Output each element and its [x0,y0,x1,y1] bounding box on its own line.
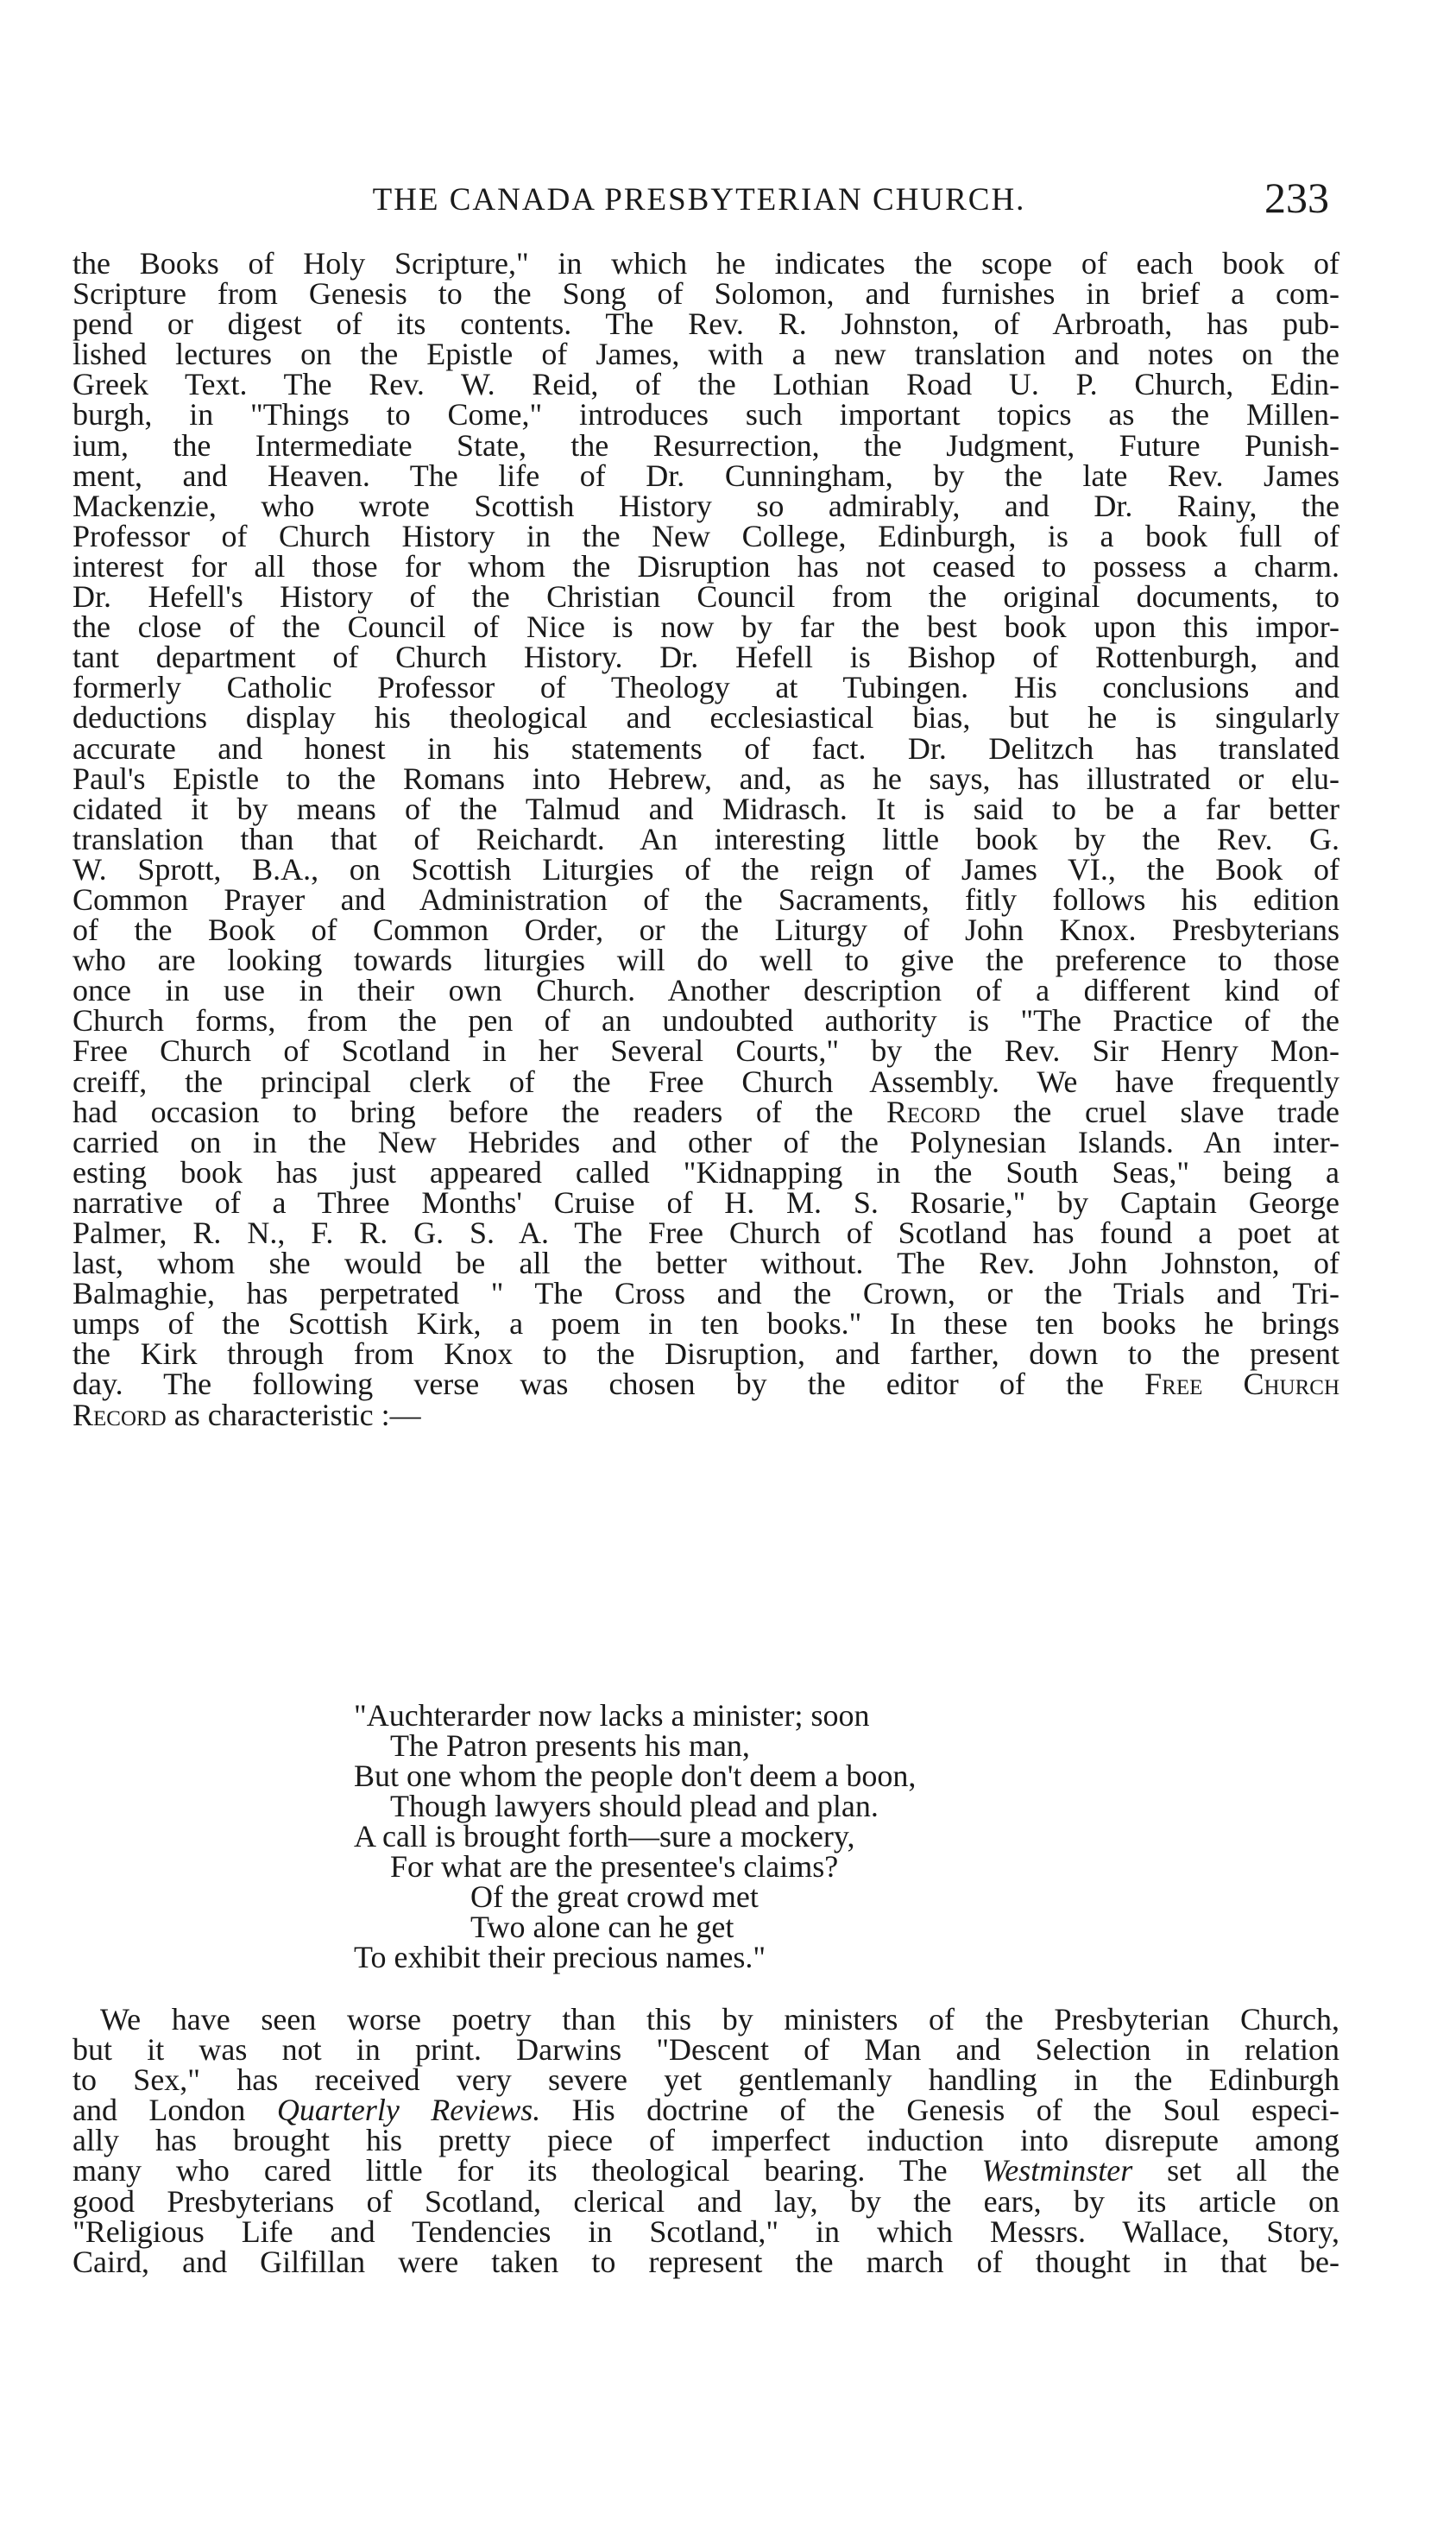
text-line: tant department of Church History. Dr. Hefell is Bishop of Rottenburgh, and [72,640,1339,675]
poem-line: But one whom the people don't deem a boon, [354,1759,917,1793]
text-line: pend or digest of its contents. The Rev. R. Johnston, of Arbroath, has pub- [72,306,1339,342]
journal-name-record: Record [72,1397,167,1432]
poem-quotation [354,1698,917,1974]
poem-line: Though lawyers should plead and plan. [390,1789,879,1823]
poem-line: Two alone can he get [470,1910,734,1944]
text-segment: the cruel slave trade [980,1094,1340,1129]
text-segment: His doctrine of the Genesis of the Soul especi- [540,2093,1339,2128]
text-line: but it was not in print. Darwins "Descent of Man and Selection in relation [72,2032,1339,2068]
poem-line: A call is brought forth—sure a mockery, [354,1819,855,1853]
text-line: We have seen worse poetry than this by ministers of the Presbyterian Church, [100,2002,1339,2037]
text-line: Palmer, R. N., F. R. G. S. A. The Free Church of Scotland has found a poet at [72,1216,1339,1250]
text-line: last, whom she would be all the better without. The Rev. John Johnston, of [72,1246,1339,1281]
text-line: good Presbyterians of Scotland, clerical and lay, by the ears, by its article on [72,2183,1339,2219]
text-line: carried on in the New Hebrides and other of the Polynesian Islands. An inter- [72,1124,1339,1159]
text-line: the close of the Council of Nice is now by far the best book upon this impor- [72,609,1339,645]
text-segment: day. The following verse was chosen by the editor of the [72,1367,1145,1402]
poem-line: The Patron presents his man, [390,1728,750,1763]
text-line: Church forms, from the pen of an undoubted authority is "The Practice of the [72,1003,1339,1039]
text-line: Balmaghie, has perpetrated " The Cross and the Crown, or the Trials and Tri- [72,1276,1339,1311]
text-segment: set all the [1132,2153,1340,2188]
text-line: of the Book of Common Order, or the Liturgy of John Knox. Presbyterians [72,913,1339,948]
text-line: accurate and honest in his statements of fact. Dr. Delitzch has translated [72,730,1339,766]
text-line: interest for all those for whom the Disruption has not ceased to possess a charm. [72,548,1339,584]
text-line: translation than that of Reichardt. An interesting little book by the Rev. G. [72,821,1339,856]
text-line: Scripture from Genesis to the Song of Solomon, and furnishes in brief a com- [72,276,1339,312]
text-line: cidated it by means of the Talmud and Midrasch. It is said to be a far better [72,791,1339,826]
text-line: the Kirk through from Knox to the Disruption, and farther, down to the present [72,1336,1339,1372]
text-line: deductions display his theological and ecclesiastical bias, but he is singularly [72,700,1339,736]
text-line [72,2153,1340,2188]
text-line: who are looking towards liturgies will do well to give the preference to those [72,943,1339,978]
italic-title-quarterly-reviews: Quarterly Reviews. [276,2093,541,2128]
text-line: umps of the Scottish Kirk, a poem in ten books." In these ten books he brings [72,1306,1339,1342]
text-line: "Religious Life and Tendencies in Scotland," in which Messrs. Wallace, Story, [72,2213,1339,2249]
text-line: the Books of Holy Scripture," in which he indicates the scope of each book of [72,246,1339,281]
page-number: 233 [1264,174,1329,222]
text-segment: had occasion to bring before the readers of the [72,1094,887,1129]
text-line: burgh, in "Things to Come," introduces such important topics as the Millen- [72,397,1339,433]
text-line: to Sex," has received very severe yet gentlemanly handling in the Edinburgh [72,2062,1339,2098]
poem-line: For what are the presentee's claims? [390,1849,839,1884]
italic-title-westminster: Westminster [981,2153,1133,2188]
text-line: Free Church of Scotland in her Several Courts," by the Rev. Sir Henry Mon- [72,1033,1339,1069]
text-line: Professor of Church History in the New College, Edinburgh, is a book full of [72,518,1339,553]
text-line [72,2093,1339,2128]
text-line: narrative of a Three Months' Cruise of H. M. S. Rosarie," by Captain George [72,1184,1339,1220]
text-line: esting book has just appeared called "Kidnapping in the South Seas," being a [72,1154,1339,1190]
text-line: ium, the Intermediate State, the Resurrection, the Judgment, Future Punish- [72,427,1339,463]
paragraph-1 [72,246,1340,1432]
journal-name-record: Record [886,1094,980,1129]
text-line: ment, and Heaven. The life of Dr. Cunningham, by the late Rev. James [72,458,1339,493]
text-line: Caird, and Gilfillan were taken to represent the march of thought in that be- [72,2244,1339,2279]
text-line: lished lectures on the Epistle of James, with a new translation and notes on the [72,337,1339,372]
text-line: ally has brought his pretty piece of imperfect induction into disrepute among [72,2123,1339,2158]
text-segment: many who cared little for its theological bearing. The [72,2153,982,2188]
text-line: Common Prayer and Administration of the Sacraments, fitly follows his edition [72,881,1339,917]
poem-line: To exhibit their precious names." [354,1940,766,1974]
poem-line: "Auchterarder now lacks a minister; soon [354,1698,870,1733]
text-line: creiff, the principal clerk of the Free Church Assembly. We have frequently [72,1064,1339,1099]
text-segment: and London [72,2093,277,2128]
page-header [69,173,1329,233]
text-line: Dr. Hefell's History of the Christian Council from the original documents, to [72,579,1339,615]
text-line: Paul's Epistle to the Romans into Hebrew, and, as he says, has illustrated or elu- [72,761,1339,796]
text-line: Mackenzie, who wrote Scottish History so admirably, and Dr. Rainy, the [72,488,1339,523]
text-line: formerly Catholic Professor of Theology at Tubingen. His conclusions and [72,670,1339,705]
running-title: THE CANADA PRESBYTERIAN CHURCH. [372,182,1026,218]
paragraph-2 [72,2002,1340,2279]
text-line: once in use in their own Church. Another description of a different kind of [72,973,1339,1008]
text-segment: as characteristic :— [166,1397,421,1432]
text-line: Greek Text. The Rev. W. Reid, of the Lothian Road U. P. Church, Edin- [72,367,1339,402]
journal-name-free-church: Free Church [1144,1367,1340,1402]
text-line: W. Sprott, B.A., on Scottish Liturgies of the reign of James VI., the Book of [72,851,1339,887]
text-line [72,1397,1339,1432]
poem-line: Of the great crowd met [470,1879,759,1914]
text-line [72,1367,1340,1402]
text-line [72,1094,1340,1129]
